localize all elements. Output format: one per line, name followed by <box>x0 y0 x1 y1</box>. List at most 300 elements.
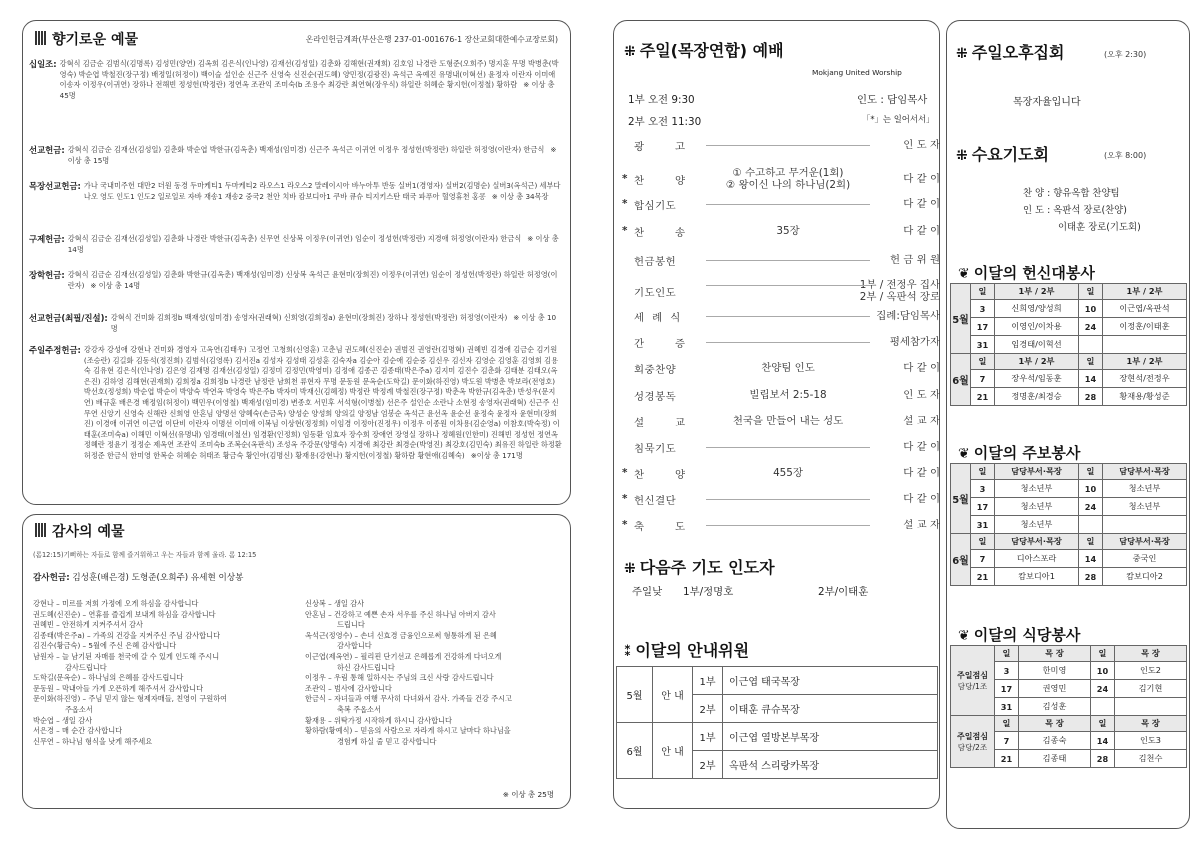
worship-item <box>622 224 940 238</box>
worship-item <box>622 278 940 304</box>
table-cell: 캄보디아2 <box>1103 568 1187 586</box>
table-cell: 10 <box>1091 662 1115 680</box>
worship-item-name: 회중찬양 <box>634 363 677 376</box>
dining-title: ❦ 이달의 식당봉사 <box>958 626 1081 644</box>
worship-item-detail: 빌립보서 2:5-18 <box>749 389 827 401</box>
usher-name: 이근엽 열방본부목장 <box>723 723 938 751</box>
thanks-line: 감사합니다 <box>305 641 372 651</box>
thanks-line: 황재용 – 위탁가정 시작하게 하시니 감사합니다 <box>305 715 452 725</box>
worship-item <box>622 518 940 532</box>
standing-marker: * <box>622 467 628 479</box>
bulletin-table <box>950 463 1187 586</box>
table-header <box>951 354 1187 370</box>
usher-part: 1부 <box>693 667 723 695</box>
offering-names <box>60 59 562 101</box>
worship-item-name: 헌신결단 <box>634 494 677 507</box>
table-row <box>951 550 1187 568</box>
devotion-title: ❦ 이달의 헌신대봉사 <box>958 264 1095 282</box>
table-cell: 31 <box>971 336 995 354</box>
table-row <box>951 480 1187 498</box>
usher-part: 1부 <box>693 723 723 751</box>
offering-names <box>84 345 562 462</box>
dining-label: 주일점심 <box>957 670 988 680</box>
standing-marker: * <box>622 173 628 185</box>
worship-item-name: 찬 양 <box>634 468 686 481</box>
service-leader: 인도 : 담임목사 <box>857 94 928 106</box>
devotion-table <box>950 283 1187 406</box>
column-header: 목 장 <box>1019 716 1091 732</box>
dotted-leader <box>706 204 870 205</box>
table-cell: 24 <box>1079 318 1103 336</box>
month-cell <box>951 534 971 586</box>
next-prayer-title: ⁜ 다음주 기도 인도자 <box>624 558 775 577</box>
table-cell: 인도3 <box>1115 732 1187 750</box>
month-cell <box>951 354 971 406</box>
table-row <box>951 300 1187 318</box>
table-cell: 청소년부 <box>995 516 1079 534</box>
worship-item-name: 침묵기도 <box>634 442 677 455</box>
thanks-line: 주옵소서 <box>33 704 93 714</box>
offering-names-text: 강혁식 김금순 김범식(김명록) 김성민(양연) 김옥희 김은식(인나영) 김재선(김성일) 김춘화 김해현(권재희) 김호임 나경란 도형준(오희주) 명지훈 무명 박병춘(박영숙) 박순엽 박철진(장구정) 배정일(허정이) 백이슬 설인순 신근주 신영숙 신진순(권도혜) 양민정(김광진) 옥석근 옥예진 유명내(이혁선) 윤정자 이란자 이미애 이송자 이정우(이귀연) 장하나 전해빈 정성헌(박정란) 정연옥 조관익 조미숙(b 조용수 최강란 최연혁(장우식) 하일란 허혜순 황지헌(이정철) 황하람 <box>59 59 559 90</box>
offering-count: ※이상 총 171명 <box>470 450 523 460</box>
table-cell: 24 <box>1079 498 1103 516</box>
worship-item <box>622 492 940 506</box>
worship-item <box>622 335 940 349</box>
table-cell: 이정훈/이태훈 <box>1103 318 1187 336</box>
table-cell: 17 <box>971 498 995 516</box>
ushers-table <box>616 666 938 779</box>
table-cell: 28 <box>1079 568 1103 586</box>
offering-row <box>29 345 562 462</box>
usher-name: 이태훈 큐슈목장 <box>723 695 938 723</box>
thanks-line: 문이화(하진영) – 주님 믿지 않는 형제자매들, 친영이 구원하여 <box>33 694 228 704</box>
table-cell: 김종숙 <box>1019 732 1091 750</box>
leaf-icon: ❦ <box>958 446 970 462</box>
month-cell <box>951 284 971 354</box>
table-cell: 이근엽/옥판석 <box>1103 300 1187 318</box>
column-header: 일 <box>1079 354 1103 370</box>
offering-label: 목장선교헌금: <box>29 181 81 191</box>
thanks-panel <box>22 514 571 809</box>
worship-item <box>622 166 940 192</box>
thanks-line: 감사드립니다 <box>33 662 107 672</box>
column-header: 일 <box>971 354 995 370</box>
table-cell: 17 <box>995 680 1019 698</box>
column-header: 일 <box>971 284 995 300</box>
offerings-account: 온라인헌금계좌(부산은행 237-01-001676-1 장산교회대한예수교장로회) <box>305 35 558 44</box>
column-header: 일 <box>971 464 995 480</box>
table-cell: 31 <box>995 698 1019 716</box>
column-header: 1부 / 2부 <box>1103 354 1187 370</box>
table-cell <box>1115 698 1187 716</box>
month-cell <box>951 716 995 768</box>
table-cell: 7 <box>971 550 995 568</box>
thanks-line: 권혜빈 – 안전하게 지켜주셔서 감사 <box>33 620 143 630</box>
thanks-line: 하신 감사드립니다 <box>305 662 395 672</box>
usher-row <box>617 667 938 695</box>
table-cell: 3 <box>971 480 995 498</box>
worship-item-name: 헌금봉헌 <box>634 255 677 268</box>
table-cell: 14 <box>1079 370 1103 388</box>
thanks-line: 신무연 – 하나님 형식을 낫게 해주세요 <box>33 736 153 746</box>
pattern-icon <box>35 523 46 537</box>
offering-count: ※ 이상 총 15명 <box>67 145 557 165</box>
table-cell: 신희영/양성희 <box>995 300 1079 318</box>
pattern-icon: ⁜ <box>624 44 636 60</box>
table-row <box>951 498 1187 516</box>
worship-item-name: 성경봉독 <box>634 390 677 403</box>
table-cell <box>1103 336 1187 354</box>
wednesday-line-1: 찬 양 : 향유옥합 찬양팀 <box>1023 188 1120 199</box>
column-header: 1부 / 2부 <box>1103 284 1187 300</box>
worship-item <box>622 388 940 402</box>
worship-item-leader: 평세참가자 <box>889 336 940 348</box>
thanks-line: 문동원 – 막내아들 가게 오픈하게 해주셔서 감사합니다 <box>33 683 204 693</box>
table-cell: 3 <box>971 300 995 318</box>
offerings-title: 향기로운 예물 <box>35 29 138 49</box>
offerings-panel <box>22 20 571 505</box>
month-label: 5월 <box>952 315 969 326</box>
dotted-leader <box>706 499 870 500</box>
wednesday-line-3: 이태훈 장로(기도회) <box>1058 222 1141 233</box>
pattern-icon: ⁜ <box>956 46 968 62</box>
dining-label: 주일점심 <box>957 731 988 741</box>
dotted-leader <box>706 260 870 261</box>
offering-label: 주일주정헌금: <box>29 345 81 355</box>
table-cell: 청소년부 <box>995 498 1079 516</box>
table-cell: 한미영 <box>1019 662 1091 680</box>
dotted-leader <box>706 316 870 317</box>
offering-row <box>29 234 562 255</box>
worship-item-name: 설 교 <box>634 416 686 429</box>
column-header: 목 장 <box>1115 646 1187 662</box>
thanks-line: 남원자 – 늘 남기된 자매를 천국에 갈 수 있게 인도해 주시니 <box>33 651 220 661</box>
table-cell: 31 <box>971 516 995 534</box>
table-cell: 장우석/임동훈 <box>995 370 1079 388</box>
offering-names <box>68 234 562 255</box>
table-cell: 캄보디아1 <box>995 568 1079 586</box>
thanks-list-left <box>33 599 227 747</box>
afternoon-text: 목장자율입니다 <box>1013 97 1081 108</box>
worship-item-leader: 설 교 자 <box>903 519 940 531</box>
usher-part: 2부 <box>693 695 723 723</box>
table-cell: 10 <box>1079 480 1103 498</box>
month-cell <box>951 646 995 716</box>
worship-item-leader: 인 도 자 <box>903 139 940 151</box>
offering-row <box>29 181 562 202</box>
table-cell: 임경태/이혁선 <box>995 336 1079 354</box>
table-cell <box>1103 516 1187 534</box>
table-cell: 17 <box>971 318 995 336</box>
time-2: 2부 오전 11:30 <box>628 116 702 128</box>
offering-row <box>29 313 562 334</box>
usher-month: 6월 <box>617 723 653 779</box>
worship-item <box>622 466 940 480</box>
thanks-line: 김종태(박은주a) – 가족의 건강을 지켜주신 주님 감사합니다 <box>33 630 221 640</box>
offering-names <box>84 181 562 202</box>
table-header <box>951 716 1187 732</box>
leaf-icon: ❦ <box>958 628 970 644</box>
worship-item-detail: 455장 <box>773 467 803 479</box>
offering-names-text: 강혁식 건미화 김희정b 백재성(임미경) 송영자(권래혁) 신희영(김희정a) 윤현미(장희진) 장하나 정성헌(박정란) 허정영(이란자) <box>110 313 508 322</box>
worship-item-name: 찬 양 <box>634 174 686 187</box>
leaf-icon: ❦ <box>958 266 970 282</box>
table-row <box>951 516 1187 534</box>
table-cell <box>1079 336 1103 354</box>
worship-item-name: 간 증 <box>634 337 686 350</box>
table-cell: 김기현 <box>1115 680 1187 698</box>
worship-item-name: 찬 송 <box>634 226 686 239</box>
usher-name: 이근엽 태국목장 <box>723 667 938 695</box>
offering-names-text: 강혁식 김금순 김재선(김성일) 김춘화 나경란 박한규(김옥춘) 신무연 신상복 이정우(이귀연) 임순이 정성헌(박정란) 지경애 허정영(이란자) 한금식 <box>67 234 522 243</box>
table-cell: 24 <box>1091 680 1115 698</box>
thanks-line: 박순엽 – 생일 감사 <box>33 715 93 725</box>
worship-item-leader: 헌 금 위 원 <box>889 254 940 266</box>
table-cell: 청소년부 <box>1103 480 1187 498</box>
usher-role: 안 내 <box>653 723 693 779</box>
column-header: 일 <box>1091 716 1115 732</box>
thanks-list-right <box>305 599 512 747</box>
column-header: 일 <box>995 716 1019 732</box>
table-cell: 청소년부 <box>995 480 1079 498</box>
table-cell: 권영민 <box>1019 680 1091 698</box>
worship-item-leader: 다 같 이 <box>903 173 940 185</box>
offering-label: 장학헌금: <box>29 270 65 280</box>
offering-row <box>29 145 562 166</box>
thanks-line: 이근엽(제옥연) – 필리핀 단기선교 은혜롭게 건강하게 다녀오게 <box>305 651 502 661</box>
thanks-line: 권도혜(신진순) – 연휴를 즐겁게 보내게 하심을 감사합니다 <box>33 609 216 619</box>
thanks-line: 옥석근(정영수) – 손녀 신효경 금융인으로써 형통하게 된 은혜 <box>305 630 497 640</box>
offering-names-text: 가나 국내미주헌 대만2 더원 동경 두마케티1 두마케티2 라오스1 라오스2 말레이시아 바누아투 반동 실버1(경영자) 실버2(김명순) 실버3(옥석근) 세부다나오 영도 인도1 인도2 일로일로 자바 재송1 재송2 중국2 천안 치바 캄보디아1 쿠바 큐슈 티지키스탄 태국 파푸아 혈영휴천 홍콩 <box>83 181 561 201</box>
worship-item-leader: 다 같 이 <box>903 362 940 374</box>
table-cell: 정명훈/최경승 <box>995 388 1079 406</box>
column-header: 일 <box>1079 534 1103 550</box>
thanks-line: 서은경 – 매 순간 감사합니다 <box>33 726 123 736</box>
column-header: 일 <box>971 534 995 550</box>
dotted-leader <box>706 447 870 448</box>
offering-count: ※ 이상 총 34목장 <box>491 191 549 201</box>
table-cell: 14 <box>1091 732 1115 750</box>
dining-table <box>950 645 1187 768</box>
table-row <box>951 370 1187 388</box>
table-row <box>951 388 1187 406</box>
thanks-line: 경험케 하실 줄 믿고 감사합니다 <box>305 736 437 746</box>
table-cell: 3 <box>995 662 1019 680</box>
time-1: 1부 오전 9:30 <box>628 94 695 106</box>
offering-label: 선교헌금(최필/진설): <box>29 313 108 323</box>
offering-count: ※ 이상 총 14명 <box>67 234 559 254</box>
worship-item-detail: 35장 <box>776 225 800 237</box>
thanks-special: 감사헌금: 김성훈(배은경) 도형준(오희주) 유세현 이상봉 <box>33 573 244 583</box>
offering-names <box>111 313 562 334</box>
afternoon-time: (오후 2:30) <box>1104 50 1147 59</box>
offering-row <box>29 270 562 291</box>
worship-item <box>622 253 940 267</box>
afternoon-title: ⁜ 주일오후집회 <box>956 43 1065 62</box>
worship-item <box>622 138 940 152</box>
wednesday-time: (오후 8:00) <box>1104 151 1147 160</box>
month-label: 6월 <box>952 556 969 567</box>
offering-names-text: 강혁식 김금순 김재선(김성일) 김춘화 박한규(김옥춘) 백재성(임미경) 신상복 옥석근 윤현미(장희진) 이정우(이귀연) 임순이 정성헌(박정란) 하일란 허정영(이란자) <box>67 270 558 290</box>
worship-item <box>622 440 940 454</box>
worship-item-name: 세 례 식 <box>634 311 681 324</box>
offering-names-text: 강강자 강성애 강현나 건미화 경영자 고옥연(김태우) 고정연 고청희(신영훈) 고춘님 권도혜(신진순) 권범진 권영란(김명혁) 권혜빈 김경애 김금순 김기원(조승란) 김길화 김동석(정진희) 김범식(김영록) 김서진a 김성자 김성태 김성훈 김숙자a 김순아 김순애 김순중 김신우 김신자 김영순 김영훈 김영희 김용숙 김유현 김은식(인나영) 김은영 김재명 김재선(김성일) 김정미 김정민(박영미) 김정애 김종곤 김종태(박은주a) 김지미 김진수 김춘화 김태분 김태오(옥은진) 김하영 김해현(권재희) 김희정a 김희정b 나경란 남정란 남희천 류현자 무명 문동원 문옥순(도학길) 문이화(하진영) 박도원 박병춘 박보라(전영호) 박선호(정성희) 박순엽 박순이 박양숙 박연옥 박영숙 박은주b 박자미 박재신(김혜정) 박정란 박정례 박철진(장구정) 박춘옥 박한규(김옥춘) 반성우(문지연) 배규훈 배은경 배정임(허정이) 백민우(이영철) 백재성(임미경) 변종호 서민후 서석형(이병철) 선은주 설인순 소란나 소현정 송영자(권래혁) 신근주 신무연 신앙기 신영숙 신해란 신희영 안혼님 양명선 양혜숙(손금옥) 양성순 양성희 양의길 양정남 엄봉순 옥석근 윤선옥 윤순선 윤정숙 윤정자 윤현미(장희진) 이경애 이귀연 이근엽 이단비 이란자 이명선 이미애 이복님 이상현(정정희) 이임경 이정아(진정우) 이정우 이종원 이차용(김순영a) 이참호(박숙정) 이태훈(조미숙a) 이해민 이혁선(유명내) 임경태(이철선) 임경환(인정희) 임동환 임효자 장수희 장애연 장영실 장하나 정혜원(인한미) 진해빈 정성헌 정연옥 정혜란 정윤기 정정순 제옥연 조관익 조미숙b 조복순(옥판석) 조성옥 주강문(양명숙) 지경애 최강란 최경순(박영진) 최강호(김민숙) 최유진 하일란 하정환 허정준 한금식 한미영 한복순 허혜순 허태조 황금숙 황인아(김명신) 황재용(강현나) 황지헌(이정철) 황하람 황현애(김혜숙) <box>83 345 562 460</box>
column-header: 일 <box>1091 646 1115 662</box>
usher-month: 5월 <box>617 667 653 723</box>
table-cell: 21 <box>995 750 1019 768</box>
worship-item <box>622 197 940 211</box>
table-cell: 황재용/황성준 <box>1103 388 1187 406</box>
standing-marker: * <box>622 493 628 505</box>
worship-item-leader: 설 교 자 <box>903 415 940 427</box>
standing-marker: * <box>622 198 628 210</box>
worship-item-detail: 찬양팀 인도 <box>761 362 815 374</box>
table-header <box>951 534 1187 550</box>
worship-item-leader: 다 같 이 <box>903 493 940 505</box>
column-header: 목 장 <box>1019 646 1091 662</box>
usher-part: 2부 <box>693 751 723 779</box>
column-header: 담당부서·목장 <box>1103 464 1187 480</box>
next-prayer-label: 주일낮 <box>632 586 663 598</box>
usher-role: 안 내 <box>653 667 693 723</box>
wednesday-line-2: 인 도 : 옥판석 장로(찬양) <box>1023 205 1127 216</box>
usher-row <box>617 723 938 751</box>
dotted-leader <box>706 145 870 146</box>
offering-count: ※ 이상 총 14명 <box>90 280 141 290</box>
table-cell <box>1079 516 1103 534</box>
pattern-icon: ⁑ <box>624 644 632 660</box>
offering-count: ※ 이상 총 45명 <box>59 80 555 100</box>
table-cell: 중국인 <box>1103 550 1187 568</box>
table-row <box>951 318 1187 336</box>
dotted-leader <box>706 342 870 343</box>
table-header <box>951 464 1187 480</box>
offering-label: 구제헌금: <box>29 234 65 244</box>
worship-item-leader: 다 같 이 <box>903 441 940 453</box>
table-cell: 김종태 <box>1019 750 1091 768</box>
table-cell: 10 <box>1079 300 1103 318</box>
month-label: 5월 <box>952 495 969 506</box>
next-prayer-first: 1부/정명호 <box>683 586 734 598</box>
thanks-count: ※ 이상 총 25명 <box>502 790 554 799</box>
worship-item-detail: ① 수고하고 무거운(1회) ② 왕이신 나의 하나님(2회) <box>725 167 851 191</box>
thanks-title: 감사의 예물 <box>35 521 125 541</box>
thanks-line: 이정우 – 우림 통해 일하시는 주님의 크신 사랑 감사드립니다 <box>305 673 494 683</box>
table-cell: 김성훈 <box>1019 698 1091 716</box>
worship-item-name: 축 도 <box>634 520 686 533</box>
column-header: 1부 / 2부 <box>995 284 1079 300</box>
worship-subtitle: Mokjang United Worship <box>812 68 902 77</box>
standing-marker: * <box>622 225 628 237</box>
worship-item-name: 광 고 <box>634 140 686 153</box>
dotted-leader <box>706 285 870 286</box>
table-cell: 21 <box>971 568 995 586</box>
table-cell: 7 <box>971 370 995 388</box>
table-cell: 김천수 <box>1115 750 1187 768</box>
next-prayer-second: 2부/이태훈 <box>818 586 869 598</box>
table-row <box>951 568 1187 586</box>
usher-name: 옥판석 스리랑카목장 <box>723 751 938 779</box>
worship-item-leader: 다 같 이 <box>903 225 940 237</box>
column-header: 담당부서·목장 <box>995 464 1079 480</box>
column-header: 담당부서·목장 <box>995 534 1079 550</box>
dotted-leader <box>706 525 870 526</box>
worship-item-leader: 다 같 이 <box>903 467 940 479</box>
thanks-line: 신상복 – 생일 감사 <box>305 599 365 608</box>
table-cell: 장현석/전정우 <box>1103 370 1187 388</box>
column-header: 일 <box>995 646 1019 662</box>
table-cell: 이영인/이차용 <box>995 318 1079 336</box>
thanks-line: 안혼님 – 건강하고 예쁜 손자 서우를 주신 하나님 아버지 감사 <box>305 609 496 619</box>
dining-sub: 담당/1조 <box>957 681 988 691</box>
standing-note: 「*」는 일어서서」 <box>862 114 935 124</box>
table-cell: 디아스포라 <box>995 550 1079 568</box>
worship-item-leader: 다 같 이 <box>903 198 940 210</box>
worship-title: ⁜ 주일(목장연합) 예배 <box>624 41 784 60</box>
offering-row <box>29 59 562 101</box>
offering-label: 십일조: <box>29 59 57 69</box>
worship-item-name: 합심기도 <box>634 199 677 212</box>
thanks-line: 드립니다 <box>305 620 365 630</box>
offering-names <box>68 145 562 166</box>
worship-item <box>622 309 940 323</box>
worship-item <box>622 361 940 375</box>
table-row <box>951 336 1187 354</box>
worship-item-detail: 천국을 만들어 내는 성도 <box>732 415 844 427</box>
thanks-line: 축복 주옵소서 <box>305 704 381 714</box>
column-header: 담당부서·목장 <box>1103 534 1187 550</box>
thanks-line: 조관익 – 범사에 감사합니다 <box>305 683 392 693</box>
wednesday-title: ⁜ 수요기도회 <box>956 145 1050 164</box>
offering-names-text: 강혁식 김금순 김재선(김성일) 김춘화 박순엽 박한규(김옥춘) 백재성(임미경) 신근주 옥석근 이귀연 이정우 정성헌(박정란) 하일란 허정영(이란자) 한금식 <box>67 145 545 154</box>
table-cell <box>1091 698 1115 716</box>
table-cell: 28 <box>1079 388 1103 406</box>
column-header: 일 <box>1079 284 1103 300</box>
dining-sub: 담당/2조 <box>957 742 988 752</box>
column-header: 목 장 <box>1115 716 1187 732</box>
table-header <box>951 284 1187 300</box>
table-cell: 청소년부 <box>1103 498 1187 516</box>
worship-item-leader: 인 도 자 <box>903 389 940 401</box>
month-label: 6월 <box>952 376 969 387</box>
table-cell: 28 <box>1091 750 1115 768</box>
worship-item-leader: 1부 / 전정우 집사 2부 / 옥판석 장로 <box>859 279 940 303</box>
offering-count: ※ 이상 총 10명 <box>110 313 557 333</box>
month-cell <box>951 464 971 534</box>
pattern-icon: ⁜ <box>956 148 968 164</box>
table-header <box>951 646 1187 662</box>
thanks-line: 강현나 – 미르를 저희 가정에 오게 하심을 감사합니다 <box>33 599 199 608</box>
ushers-title: ⁑ 이달의 안내위원 <box>624 641 750 660</box>
offering-names <box>68 270 562 291</box>
thanks-line: 김진수(황금숙) – 5월에 주신 은혜 감사합니다 <box>33 641 177 651</box>
thanks-line: 한금식 – 자녀들과 여행 무사히 다녀와서 감사. 가족들 건강 주시고 <box>305 694 512 704</box>
worship-item-leader: 집례:담임목사 <box>876 310 940 322</box>
thanks-line: 황하람(황예식) – 믿음의 사람으로 자라게 하시고 날마다 하나님을 <box>305 726 511 736</box>
worship-item-name: 기도인도 <box>634 286 677 299</box>
worship-item <box>622 414 940 428</box>
offering-label: 선교헌금: <box>29 145 65 155</box>
standing-marker: * <box>622 519 628 531</box>
table-cell: 인도2 <box>1115 662 1187 680</box>
thanks-verse: (롬12:15)기뻐하는 자들로 함께 즐거워하고 우는 자들과 함께 울라. 롬 12:15 <box>33 551 257 559</box>
thanks-line: 도학길(문옥순) – 하나님의 은혜를 감사드립니다 <box>33 673 184 683</box>
column-header: 1부 / 2부 <box>995 354 1079 370</box>
table-cell: 14 <box>1079 550 1103 568</box>
table-cell: 7 <box>995 732 1019 750</box>
column-header: 일 <box>1079 464 1103 480</box>
pattern-icon: ⁜ <box>624 561 636 577</box>
